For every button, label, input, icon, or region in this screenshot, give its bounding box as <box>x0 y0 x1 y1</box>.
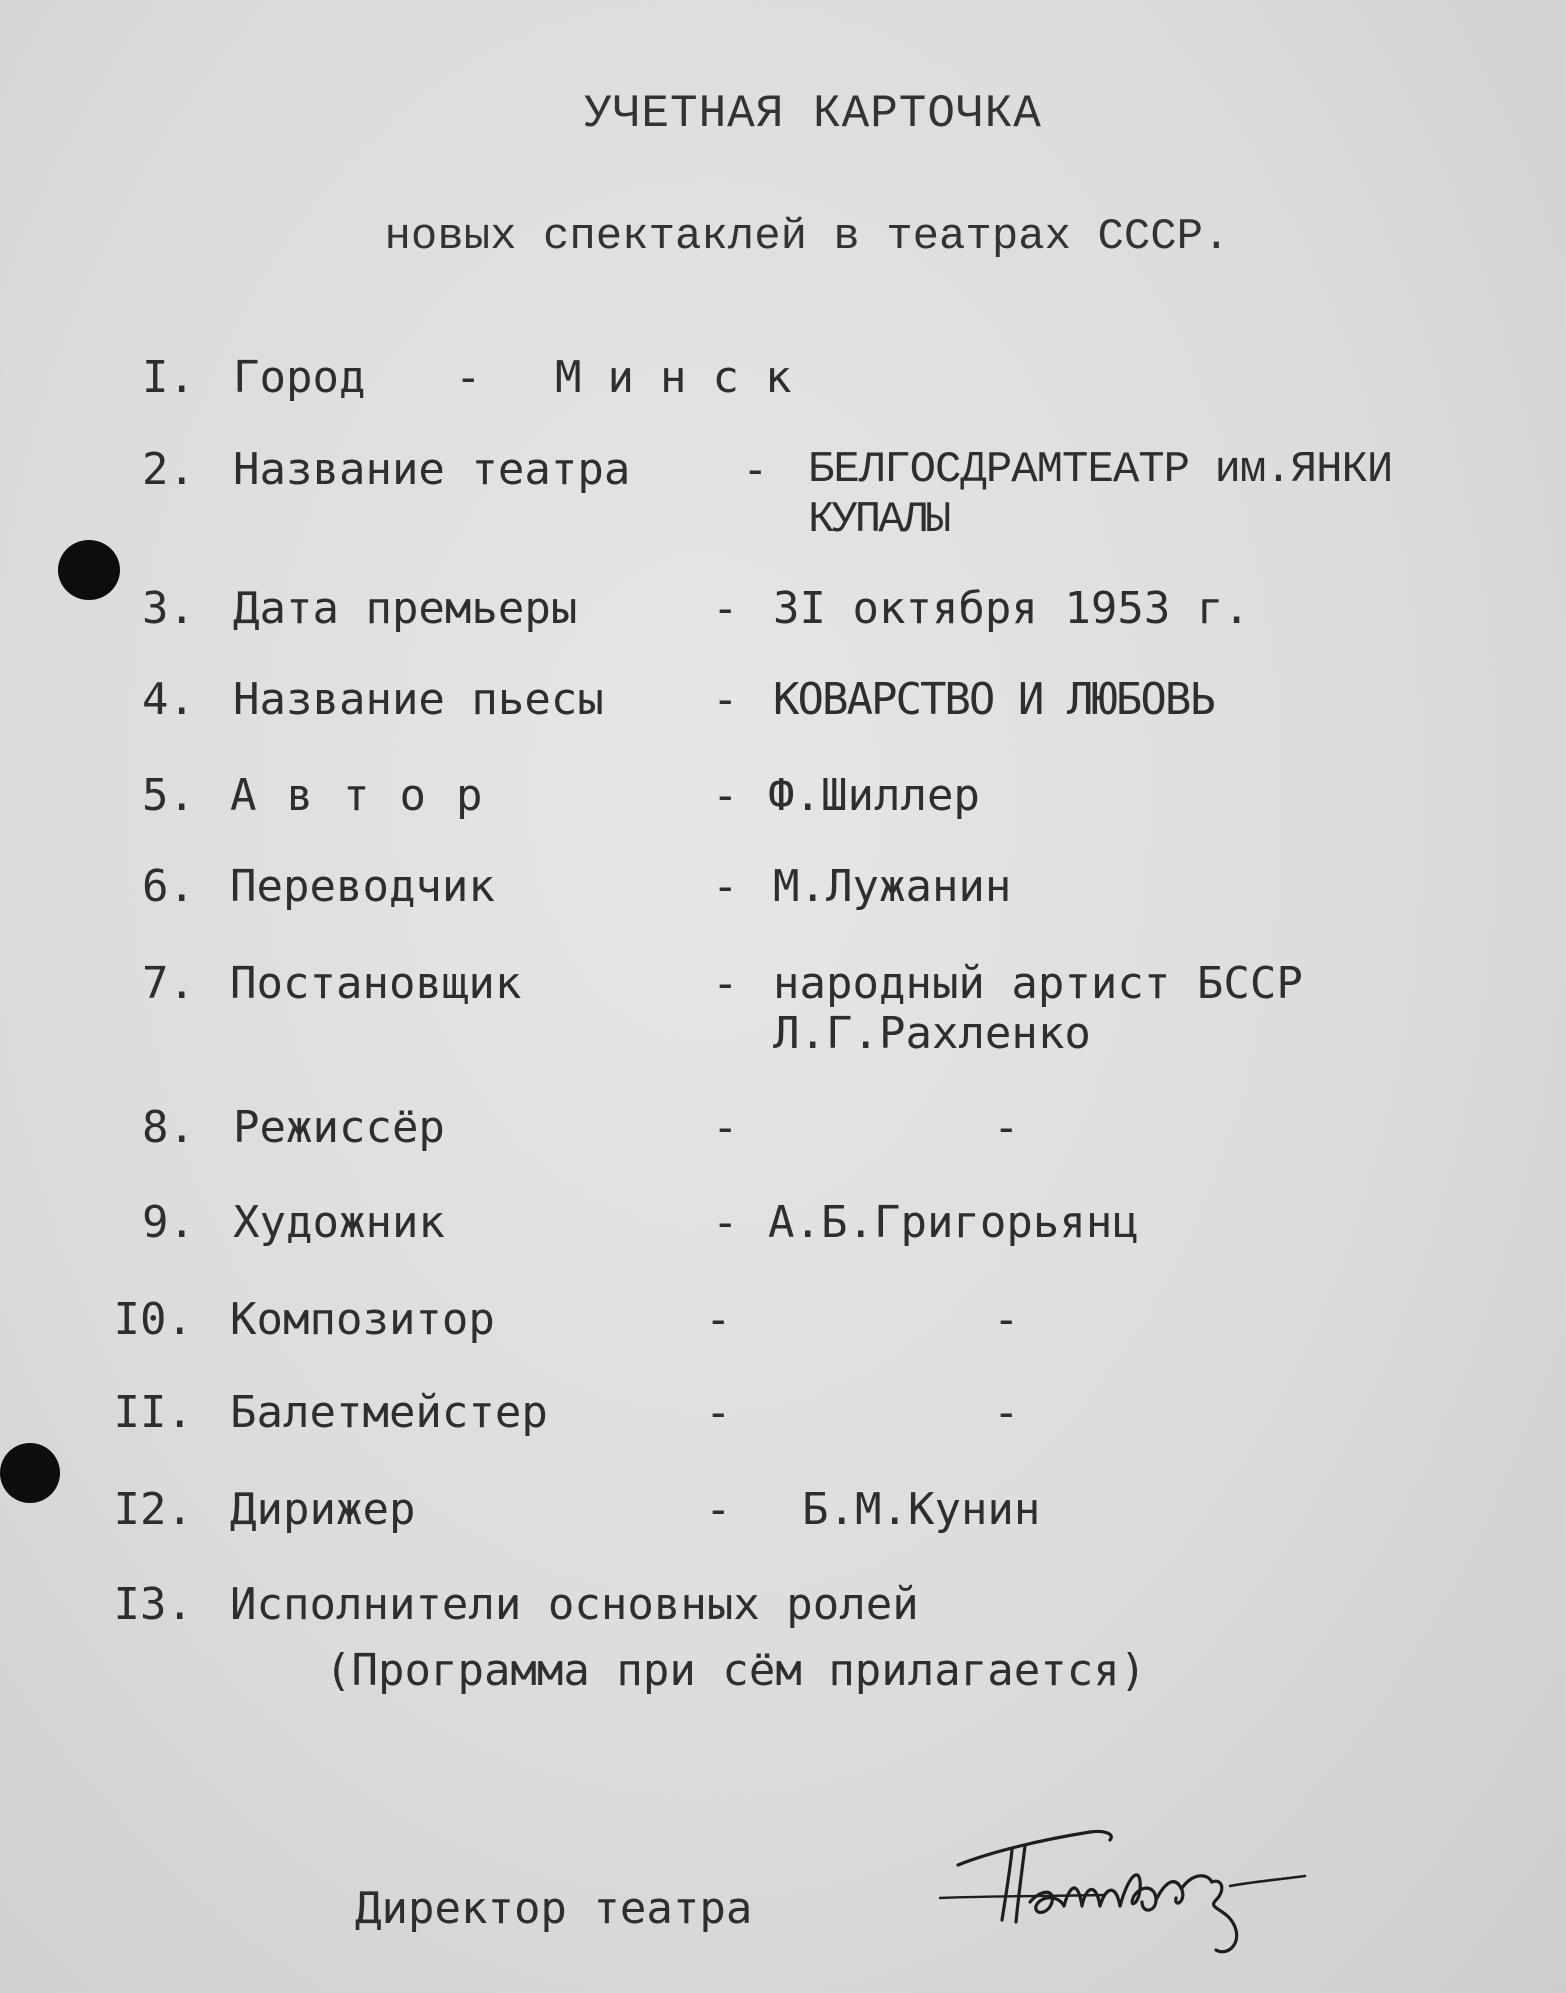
item-value: Минск <box>555 352 818 403</box>
item-value: Ф.Шиллер <box>768 770 980 821</box>
item-number: I2. <box>113 1484 193 1535</box>
item-value: народный артист БССР <box>773 958 1303 1009</box>
item-value: - <box>993 1387 1020 1438</box>
item-dash: - <box>705 1484 732 1535</box>
item-label: Балетмейстер <box>230 1387 548 1438</box>
item-number: 3. <box>142 583 195 634</box>
item-label: Постановщик <box>230 958 522 1009</box>
item-value: БЕЛГОСДРАМТЕАТР им.ЯНКИ <box>808 445 1393 495</box>
item-number: II. <box>113 1387 193 1438</box>
program-attached-note: (Программа при сём прилагается) <box>325 1645 1147 1696</box>
item-number: 9. <box>142 1197 195 1248</box>
punch-hole-bottom <box>0 1443 60 1503</box>
item-dash: - <box>712 1102 739 1153</box>
item-number: 8. <box>142 1102 195 1153</box>
item-value: Б.М.Кунин <box>802 1484 1041 1535</box>
item-dash: - <box>712 861 739 912</box>
item-label: Режиссёр <box>233 1102 445 1153</box>
item-dash: - <box>712 958 739 1009</box>
item-label: Художник <box>233 1197 445 1248</box>
document-subtitle: новых спектаклей в театрах СССР. <box>384 212 1230 262</box>
item-number: 7. <box>142 958 195 1009</box>
item-dash: - <box>705 1294 732 1345</box>
item-value-continued: Л.Г.Рахленко <box>773 1008 1091 1059</box>
item-dash: - <box>712 770 739 821</box>
director-label: Директор театра <box>355 1883 753 1934</box>
item-label: Город <box>233 352 366 403</box>
item-dash: - <box>742 444 769 495</box>
item-label: Дирижер <box>230 1484 416 1535</box>
item-dash: - <box>712 1197 739 1248</box>
item-label: Название пьесы <box>233 674 604 725</box>
item-number: 4. <box>142 674 195 725</box>
item-number: I. <box>142 352 195 403</box>
item-value: - <box>993 1102 1020 1153</box>
item-label: Исполнители основных ролей <box>230 1579 919 1630</box>
item-label: Автор <box>230 770 513 821</box>
item-number: I3. <box>113 1579 193 1630</box>
item-number: I0. <box>113 1294 193 1345</box>
item-label: Переводчик <box>230 861 495 912</box>
item-dash: - <box>705 1387 732 1438</box>
item-value: - <box>993 1294 1020 1345</box>
item-dash: - <box>712 583 739 634</box>
item-number: 5. <box>142 770 195 821</box>
item-label: Название театра <box>233 444 631 495</box>
item-label: Композитор <box>230 1294 495 1345</box>
item-number: 2. <box>142 444 195 495</box>
item-value: А.Б.Григорьянц <box>768 1197 1139 1248</box>
item-value: М.Лужанин <box>773 861 1012 912</box>
item-number: 6. <box>142 861 195 912</box>
item-dash: - <box>712 674 739 725</box>
document-title: УЧЕТНАЯ КАРТОЧКА <box>584 88 1042 140</box>
item-label: Дата премьеры <box>233 583 578 634</box>
item-value-continued: КУПАЛЫ <box>808 495 949 545</box>
director-signature <box>930 1810 1390 1980</box>
item-value: 3I октября 1953 г. <box>773 583 1250 634</box>
item-dash: - <box>455 352 482 403</box>
item-value: КОВАРСТВО И ЛЮБОВЬ <box>773 674 1214 725</box>
